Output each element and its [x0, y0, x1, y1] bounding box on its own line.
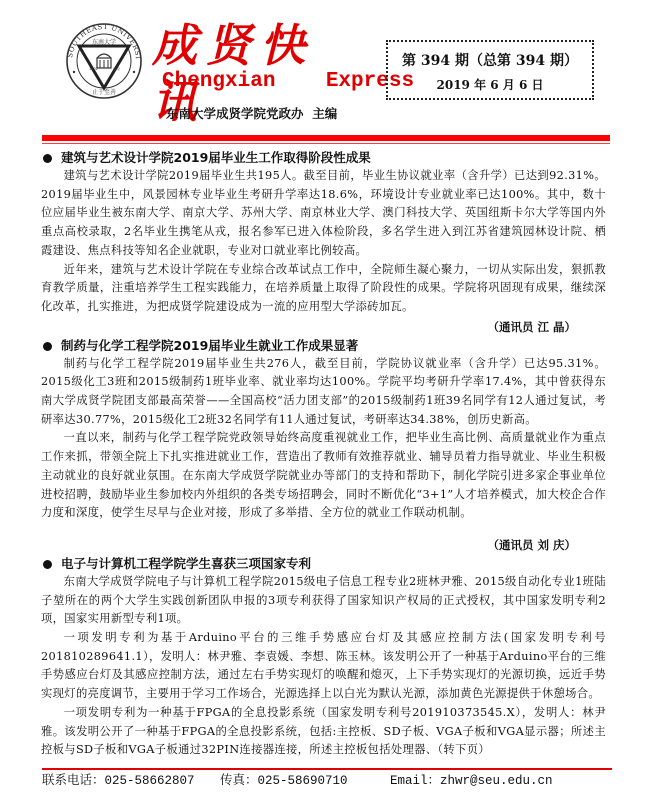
- article-electronics: [41, 555, 606, 760]
- masthead-title-english: Chengxian Express: [162, 70, 415, 93]
- article-byline: （通讯员 刘 庆）: [487, 537, 576, 552]
- issue-info-box: [386, 40, 594, 100]
- article-headline: [41, 149, 606, 167]
- seal-city: 南京: [113, 67, 120, 71]
- editor-line: 东南大学成贤学院党政办 主编: [166, 106, 338, 121]
- seal-icon: [64, 22, 144, 100]
- seal-text-bottom: 止于至善: [91, 89, 117, 96]
- article-headline: [41, 555, 606, 573]
- article-headline-text: 制药与化学工程学院2019届毕业生就业工作成果显著: [61, 337, 359, 353]
- footer-divider: [42, 768, 612, 770]
- article-paragraph: 东南大学成贤学院电子与计算机工程学院2015级电子信息工程专业2班林尹雅、2015级自动化专业1班陆子堃所在的两个大学生实践创新团队申报的3项专利获得了国家知识产权局的正式授权，其中国家发明专利2项，国家实用新型专利1项。: [41, 574, 606, 626]
- article-paragraph: 一项发明专利为基于Arduino平台的三维手势感应台灯及其感应控制方法(国家发明专利号201810289641.1），发明人：林尹雅、李袁媛、李想、陈玉林。该发明公开了一种基于Arduino平台的三维手势感应台灯及其感应控制方法，通过左右手势实现灯的唤醒和熄灭，上下手势实现灯的光源切换，远近手势实现灯的亮度调节，主要用于学习工作场合，光源选择上以白光为默认光源，添加黄色光源提供于休憩场合。: [41, 631, 606, 701]
- contact-email[interactable]: Email：zhwr@seu.edu.cn: [390, 774, 553, 788]
- spacer: [41, 523, 606, 535]
- bullet-icon: [43, 560, 52, 569]
- issue-date: 2019 年 6 月 6 日: [436, 78, 544, 92]
- bullet-icon: [43, 154, 52, 163]
- article-headline: [41, 337, 606, 355]
- issue-number: 第 394 期（总第 394 期）: [402, 53, 578, 69]
- masthead-title-chinese: 成贤快讯: [152, 19, 315, 128]
- article-paragraph: 制药与化学工程学院2019届毕业生共276人，截至目前，学院协议就业率（含升学）已达95.31%。2015级化工3班和2015级制药1班毕业率、就业率均达100%。学院平均考研升学率17.4%，其中曾获得东南大学成贤学院团支部最高荣誉——全国高校“活力团支部”的2015级制药1班39名同学有12人通过复试，考研率达30.77%，2015级化工2班32名同学有11人通过复试，考研率达34.38%，创历史新高。: [41, 356, 606, 426]
- article-paragraph: 一直以来，制药与化学工程学院党政领导始终高度重视就业工作，把毕业生高比例、高质量就业作为重点工作来抓，带领全院上下扎实推进就业工作，营造出了教师有效推荐就业、辅导员着力指导就业、毕业生积极主动就业的良好就业氛围。在东南大学成贤学院就业办等部门的支持和帮助下，制化学院引进多家企事业单位进校招聘，鼓励毕业生参加校内外组织的各类专场招聘会，同时不断优化“3+1”人才培养模式，加大校企合作力度和深度，使学生尽早与企业对接，形成了多举措、全方位的就业工作联动机制。: [41, 431, 606, 520]
- seal-text-top: SOUTHEAST UNIVERSI: [66, 22, 142, 60]
- article-pharmacy: [41, 337, 606, 555]
- seal-text-inner: 东南大学: [91, 39, 117, 46]
- contact-phone: 联系电话：025-58662807: [42, 774, 195, 788]
- article-paragraph: 近年来，建筑与艺术设计学院在专业综合改革试点工作中，全院师生凝心聚力，一切从实际出发，狠抓教育教学质量，注重培养学生工程实践能力，在培养质量上取得了阶段性的成果。学院将巩固现有成果，继续深化改革，扎实推进，为把成贤学院建设成为一流的应用型大学添砖加瓦。: [41, 262, 606, 313]
- article-architecture: [41, 149, 606, 337]
- newsletter-body: [41, 149, 606, 760]
- bullet-icon: [43, 342, 52, 351]
- article-byline: （通讯员 江 晶）: [487, 319, 576, 334]
- article-headline-text: 电子与计算机工程学院学生喜获三项国家专利: [61, 555, 312, 571]
- contact-footer: [42, 772, 612, 790]
- university-logo: [64, 22, 144, 100]
- header-divider: [42, 135, 610, 141]
- article-paragraph: 一项发明专利为一种基于FPGA的全息投影系统（国家发明专利号201910373545.X），发明人：林尹雅。该发明公开了一种基于FPGA的全息投影系统，包括:主控板、SD子板、VGA子板和VGA显示器；所述主控板与SD子板和VGA子板通过32PIN连接器连接，所述主控板包括处理器、（转下页）: [41, 705, 606, 757]
- article-headline-text: 建筑与艺术设计学院2019届毕业生工作取得阶段性成果: [61, 150, 371, 165]
- contact-fax: 传真：025-58690710: [220, 774, 348, 788]
- article-paragraph: 建筑与艺术设计学院2019届毕业生共195人。截至目前，毕业生协议就业率（含升学）已达到92.31%。2019届毕业生中，风景园林专业毕业生考研升学率达18.6%，环境设计专业就业率已达100%。其中，数十位应届毕业生被东南大学、南京大学、苏州大学、南京林业大学、澳门科技大学、英国纽斯卡尔大学等国内外重点高校录取，2名毕业生携笔从戎，报名参军已进入体检阶段，多名学生进入到江苏省建筑园林设计院、栖霞建设、焦点科技等知名企业就职，专业对口就业率比例较高。: [41, 169, 606, 257]
- seal-year: 1902: [89, 67, 98, 71]
